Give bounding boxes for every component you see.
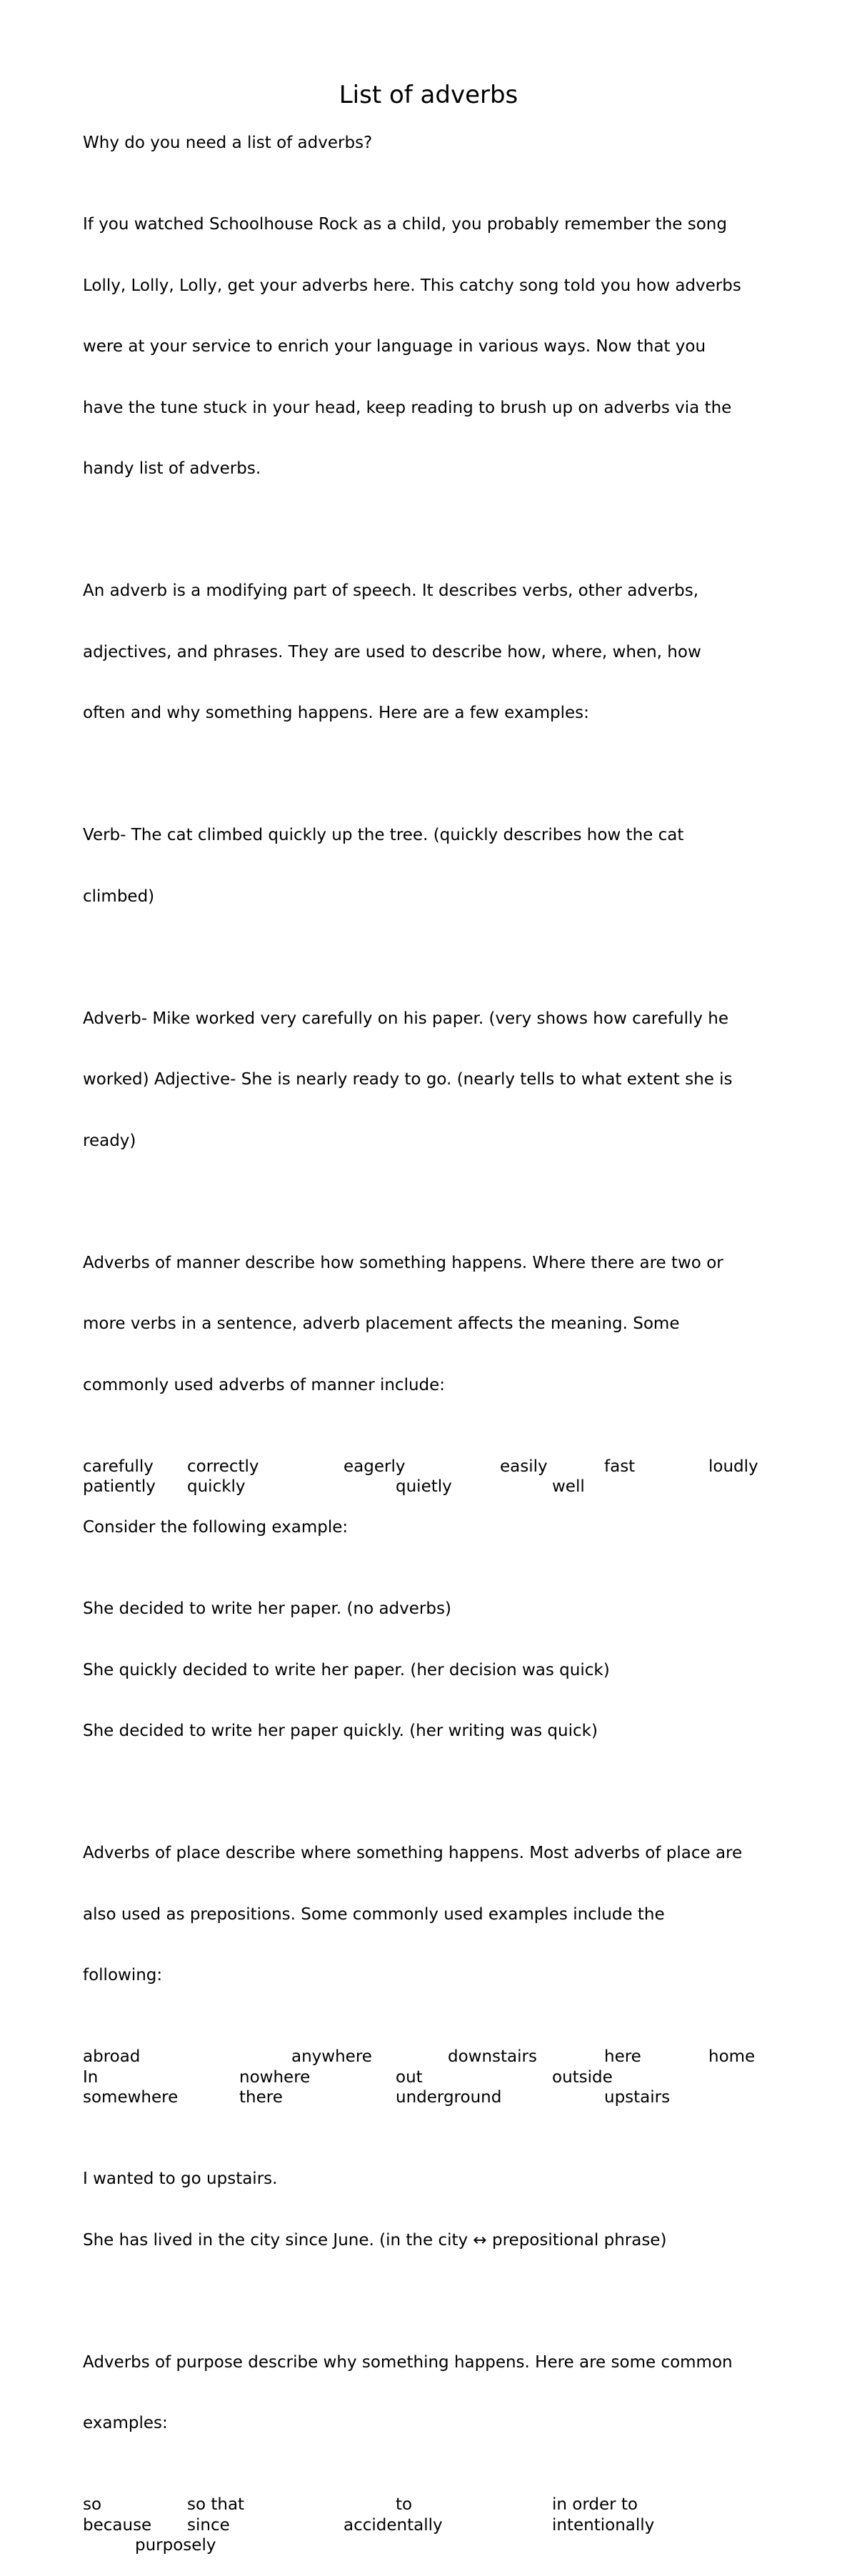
word-row xyxy=(83,1457,790,1477)
word-item: quickly xyxy=(187,1477,246,1496)
adverb-example xyxy=(83,968,790,1192)
word-item: since xyxy=(187,2515,230,2535)
text-line: Adverbs of purpose describe why something happens. Here are some common xyxy=(83,2352,733,2372)
text-line: adjectives, and phrases. They are used to describe how, where, when, how xyxy=(83,642,701,662)
text-line: She decided to write her paper. (no adverbs) xyxy=(83,1599,451,1618)
word-item: easily xyxy=(500,1457,548,1476)
text-line: If you watched Schoolhouse Rock as a child, you probably remember the song xyxy=(83,215,727,234)
text-line: following: xyxy=(83,1966,163,1985)
text-line: climbed) xyxy=(83,887,155,906)
word-item: in order to xyxy=(552,2495,638,2514)
word-item: patiently xyxy=(83,1477,156,1496)
word-row xyxy=(83,2087,790,2108)
text-line: also used as prepositions. Some commonly used examples include the xyxy=(83,1904,665,1924)
word-item: intentionally xyxy=(552,2515,655,2535)
text-line: I wanted to go upstairs. xyxy=(83,2170,278,2188)
document-body xyxy=(83,133,790,2576)
word-item: here xyxy=(604,2047,641,2066)
word-item: downstairs xyxy=(448,2047,537,2066)
word-item: accidentally xyxy=(344,2515,443,2535)
text-line: examples: xyxy=(83,2414,168,2432)
text-line: handy list of adverbs. xyxy=(83,459,261,478)
text-line: She has lived in the city since June. (in the city ↔ prepositional phrase) xyxy=(83,2230,667,2250)
text-line: Lolly, Lolly, Lolly, get your adverbs here. This catchy song told you how adverbs xyxy=(83,276,741,295)
text-line: She quickly decided to write her paper. (her decision was quick) xyxy=(83,1660,610,1679)
word-row xyxy=(83,2067,790,2088)
verb-example xyxy=(83,784,790,947)
text-line: worked) Adjective- She is nearly ready to go. (nearly tells to what extent she is xyxy=(83,1070,733,1089)
word-item: well xyxy=(552,1477,585,1496)
definition-paragraph xyxy=(83,540,790,764)
text-line: Adverb- Mike worked very carefully on his paper. (very shows how carefully he xyxy=(83,1009,729,1028)
text-line: Adverbs of manner describe how something happens. Where there are two or xyxy=(83,1253,723,1272)
word-item: outside xyxy=(552,2067,613,2087)
word-item: there xyxy=(239,2088,283,2107)
word-item: quietly xyxy=(396,1477,452,1496)
word-item: loudly xyxy=(708,1457,758,1476)
page-title: List of adverbs xyxy=(339,81,518,109)
purpose-paragraph xyxy=(83,2312,790,2475)
text-line: ready) xyxy=(83,1131,136,1150)
text-line: were at your service to enrich your language in various ways. Now that you xyxy=(83,337,706,356)
text-line: commonly used adverbs of manner include: xyxy=(83,1375,446,1394)
word-item: correctly xyxy=(187,1457,259,1476)
word-item: so xyxy=(83,2495,102,2514)
text-line: often and why something happens. Here are a few examples: xyxy=(83,704,589,722)
word-item: to xyxy=(396,2495,413,2514)
word-row xyxy=(83,2535,790,2556)
word-row xyxy=(83,2047,790,2067)
word-row xyxy=(83,1477,790,1497)
word-item: somewhere xyxy=(83,2088,179,2107)
consider-line: Consider the following example: xyxy=(83,1518,349,1537)
intro-paragraph xyxy=(83,174,790,520)
text-line: Adverbs of place describe where something happens. Most adverbs of place are xyxy=(83,1844,743,1862)
word-item: underground xyxy=(396,2088,502,2107)
word-item: upstairs xyxy=(604,2088,671,2107)
intro-question: Why do you need a list of adverbs? xyxy=(83,134,373,152)
text-line: Verb- The cat climbed quickly up the tree. (quickly describes how the cat xyxy=(83,826,684,844)
word-item: home xyxy=(708,2047,756,2066)
word-row xyxy=(83,2495,790,2515)
word-row xyxy=(83,2515,790,2536)
text-line: have the tune stuck in your head, keep reading to brush up on adverbs via the xyxy=(83,398,732,417)
manner-word-list xyxy=(83,1457,790,1497)
word-item: purposely xyxy=(135,2536,216,2555)
text-line: She decided to write her paper quickly. (her writing was quick) xyxy=(83,1722,598,1740)
word-item: eagerly xyxy=(344,1457,406,1476)
word-item: out xyxy=(396,2067,423,2087)
place-paragraph xyxy=(83,1802,790,2027)
place-examples xyxy=(83,2128,790,2291)
text-line: An adverb is a modifying part of speech. It describes verbs, other adverbs, xyxy=(83,581,699,600)
example-sentences xyxy=(83,1558,790,1782)
word-item: carefully xyxy=(83,1457,154,1476)
text-line: more verbs in a sentence, adverb placement affects the meaning. Some xyxy=(83,1314,680,1333)
word-item: In xyxy=(83,2067,99,2087)
word-item: so that xyxy=(187,2495,245,2514)
word-item: because xyxy=(83,2515,152,2535)
word-item: fast xyxy=(604,1457,636,1476)
manner-paragraph xyxy=(83,1212,790,1437)
place-word-list xyxy=(83,2047,790,2108)
purpose-word-list xyxy=(83,2495,790,2556)
word-item: anywhere xyxy=(291,2047,372,2066)
word-item: nowhere xyxy=(239,2067,311,2087)
word-item: abroad xyxy=(83,2047,141,2066)
